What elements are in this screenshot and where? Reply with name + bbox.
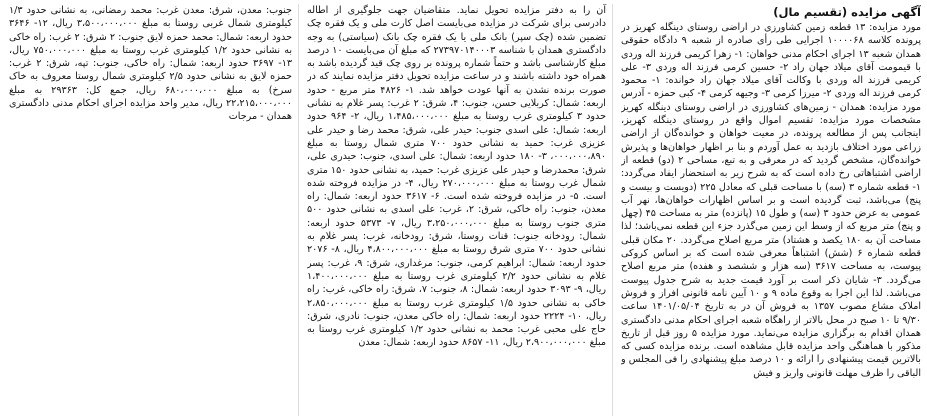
notice-column-3-text: جنوب: معدن، شرق: معدن غرب: محمد رمضانی، به نشانی حدود ۱/۳ کیلومتری شمال غربی روستا به مبلغ ۳،۵۰۰،۰۰۰،۰۰۰ ریال، ۱۲- ۳۶۴۶ حدود اربعه: شمال: محمد حمزه لایق جنوب: ۲ شرق: ۲ غرب: راه خاکی به نشانی حدود ۱/۲ کیلومتری غرب روستا به مبلغ ۷۵۰،۰۰۰،۰۰۰ ریال، ۱۳- ۳۶۹۷ حدود اربعه: شمال: راه خاکی، جنوب: تپه، شرق: ۲ غرب: حمزه لایق به نشانی حدود ۲/۵ کیلومتری شمال روستا معروف به خاک سرخ) به مبلغ ۶۸۰،۰۰۰،۰۰۰ ریال، جمع کل: ۲۹۳۶۳ به مبلغ ۲۲،۲۱۵،۰۰۰،۰۰۰ ریال، مدیر واحد مزایده اجرای احکام مدنی دادگستری همدان - مرجات	[9, 5, 293, 123]
notice-column-2-text: آن را به دفتر مزایده تحویل نماید. متقاضیان جهت جلوگیری از اطاله دادرسی برای شرکت در مزایده می‌بایست اصل کارت ملی و یک فقره چک تضمین شده (چک سپر) بانک ملی یا یک فقره چک بانک (سیاستی) به وجه دادگستری همدان با شناسه ۲۷۳۹۷۰۱۴۰۰۰۳ که مبلغ آن می‌بایست ۱۰ درصد مبلغ کارشناسی باشد و حتماً شماره پرونده بر روی چک قید گردیده باشد به همراه خود داشته باشند و در ساعت مزایده تحویل دفتر مزایده نمایند که در صورت برنده نشدن به آنها عودت خواهد شد. ۱- ۴۸۲۶ متر مربع - حدود اربعه: شمال: کربلایی حسن، جنوب: ۴، شرق: ۲ غرب: پسر غلام به نشانی حدود ۳ کیلومتری غرب روستا به مبلغ ۱،۴۸۵،۰۰۰،۰۰۰ ریال، ۲- ۹۶۴ حدود اربعه: شمال: علی اسدی جنوب: حیدر علی، شرق: محمد رضا و حیدر علی عزیزی غرب: حمید به نشانی حدود ۷۰۰ متری شمال روستا به مبلغ ۰۰۰،۰۰۰،۸۹۰، ۳- ۱۸۰ حدود اربعه: شمال: علی اسدی، جنوب: حیدری علی، شرق: محمدرضا و حیدر علی عزیزی غرب: حمید، به نشانی حدود ۱۵۰ متری شمال غرب روستا به مبلغ ۲۷۰،۰۰۰،۰۰۰ ریال، ۴- در مزایده فروخته شده است. ۵- در مزایده فروخته شده است. ۶- ۳۶۱۷ حدود اربعه: شمال: راه معدن، جنوب: راه خاکی، شرق: ۲، غرب: علی اسدی به نشانی حدود ۵۰۰ متری جنوب روستا به مبلغ ۳،۲۵۰،۰۰۰،۰۰۰ ریال، ۷- ۵۳۷۳ حدود اربعه: شمال: رودخانه جنوب: قنات روستا، شرق: رودخانه، غرب: پسر غلام به نشانی حدود ۷۰۰ متری شرق روستا به مبلغ ۴،۸۰۰،۰۰۰،۰۰۰ ریال، ۸- ۲۰۷۶ حدود اربعه: شمال: ابراهیم کرمی، جنوب: مرغداری، شرق: ۹، غرب: پسر غلام به نشانی حدود ۲/۲ کیلومتری غرب روستا به مبلغ ۱،۴۰۰،۰۰۰،۰۰۰ ریال، ۹- ۳۰۹۳ حدود اربعه: شمال: ۸، جنوب: ۷، شرق: راه خاکی، غرب: راه خاکی به نشانی حدود ۱/۵ کیلومتری غرب روستا به مبلغ ۲،۸۵۰،۰۰۰،۰۰۰ ریال، ۱۰- ۲۲۲۴ حدود اربعه: شمال: راه خاکی معدن، جنوب: نادری، شرق: حاج علی محبی غرب: محمد به نشانی حدود ۱/۲ کیلومتری غرب روستا به مبلغ ۲،۹۰۰،۰۰۰،۰۰۰ ریال، ۱۱- ۸۶۵۷ حدود اربعه: شمال: معدن	[307, 5, 607, 349]
notice-column-1-text: مورد مزایده: ۱۳ قطعه زمین کشاورزی در اراضی روستای دینگله کهریز در پرونده کلاسه ۱۰۰۰۰۶۸ اجرایی طی رأی صادره از شعبه ۹ دادگاه حقوقی همدان شعبه ۱۳ اجرای احکام مدنی خواهان: ۱- زهرا کریمی فرزند اله وردی با قیمومت آقای میلاد جهان راد ۲- حسین کرمی فرزند اله وردی ۳- علی کریمی فرزند اله وردی با وکالت آقای میلاد جهان راد خوانده: ۱- محمود کرمی فرزند اله وردی ۲- میرزا کرمی ۳- وجیهه کرمی ۴- کبی حمزه - آدرس مورد مزایده: همدان - زمین‌های کشاورزی در اراضی روستای دینگله کهریز مشخصات مورد مزایده: تقسیم اموال واقع در روستای دینگله کهریز، اینجانب پس از مطالعه پرونده، در معیت خواهان و خوانده‌گان از اراضی زراعی مورد اختلاف بازدید به عمل آوردم و بنا بر اظهار خواهان‌ها و پذیرش خوانده‌گان، مشخص گردید که در معرفی و به تبع، مساحی ۲ (دو) قطعه از اراضی اشتباهاتی رخ داده است که به شرح زیر به استحضار ایفاد می‌گردد: ۱- قطعه شماره ۳ (سه) با مساحت قبلی که معادل ۲۲۵ (دویست و بیست و پنج) می‌باشد، ثبت گردیده است و بر اساس اظهارات خواهان‌ها، نهر آب عمومی به عرض حدود ۳ (سه) و طول ۱۵ (پانزده) متر به مساحت ۴۵ (چهل و پنج) متر مربع که از وسط این زمین می‌گذرد جزء این قطعه نمی‌باشد؛ لذا مساحت آن به ۱۸۰ یکصد و هشتاد) متر مربع اصلاح می‌گردد. ۲۰ مکان قبلی قطعه شماره ۶ (شش) اشتباهاً معرفی شده است که بر اساس کروکی پیوست، به مساحت ۳۶۱۷ (سه هزار و ششصد و هفده) متر مربع اصلاح می‌گردد. ۳- شایان ذکر است بر آورد قیمت جدید به شرح جدول پیوست می‌باشد. لذا این اجرا به وقوع ماده ۹ و ۱۰ آیین نامه قانونی افراز و فروش املاک مشاع مصوب ۱۳۵۷ به فروش آن در به تاریخ ۱۴۰۱/۰۵/۰۴ ساعت ۹/۳۰ تا ۱۰ صبح در محل بالاتر از راهگاه شعبه اجرای احکام مدنی دادگستری همدان اقدام به برگزاری مزایده می‌نماید. مورد مزایده ۵ روز قبل از تاریخ مذکور با هماهنگی واحد مزایده قابل مشاهده است. برنده مزایده کسی که بالاترین قیمت پیشنهادی را ارائه و ۱۰ درصد مبلغ پیشنهادی را فی المجلس و الباقی را ظرف مهلت قانونی واریز و فیش	[621, 22, 921, 379]
notice-column-2	[307, 4, 613, 416]
notice-column-1	[621, 4, 921, 416]
notice-title: آگهی مزایده (تقسیم مال)	[773, 5, 921, 19]
notice-column-3	[9, 4, 299, 416]
